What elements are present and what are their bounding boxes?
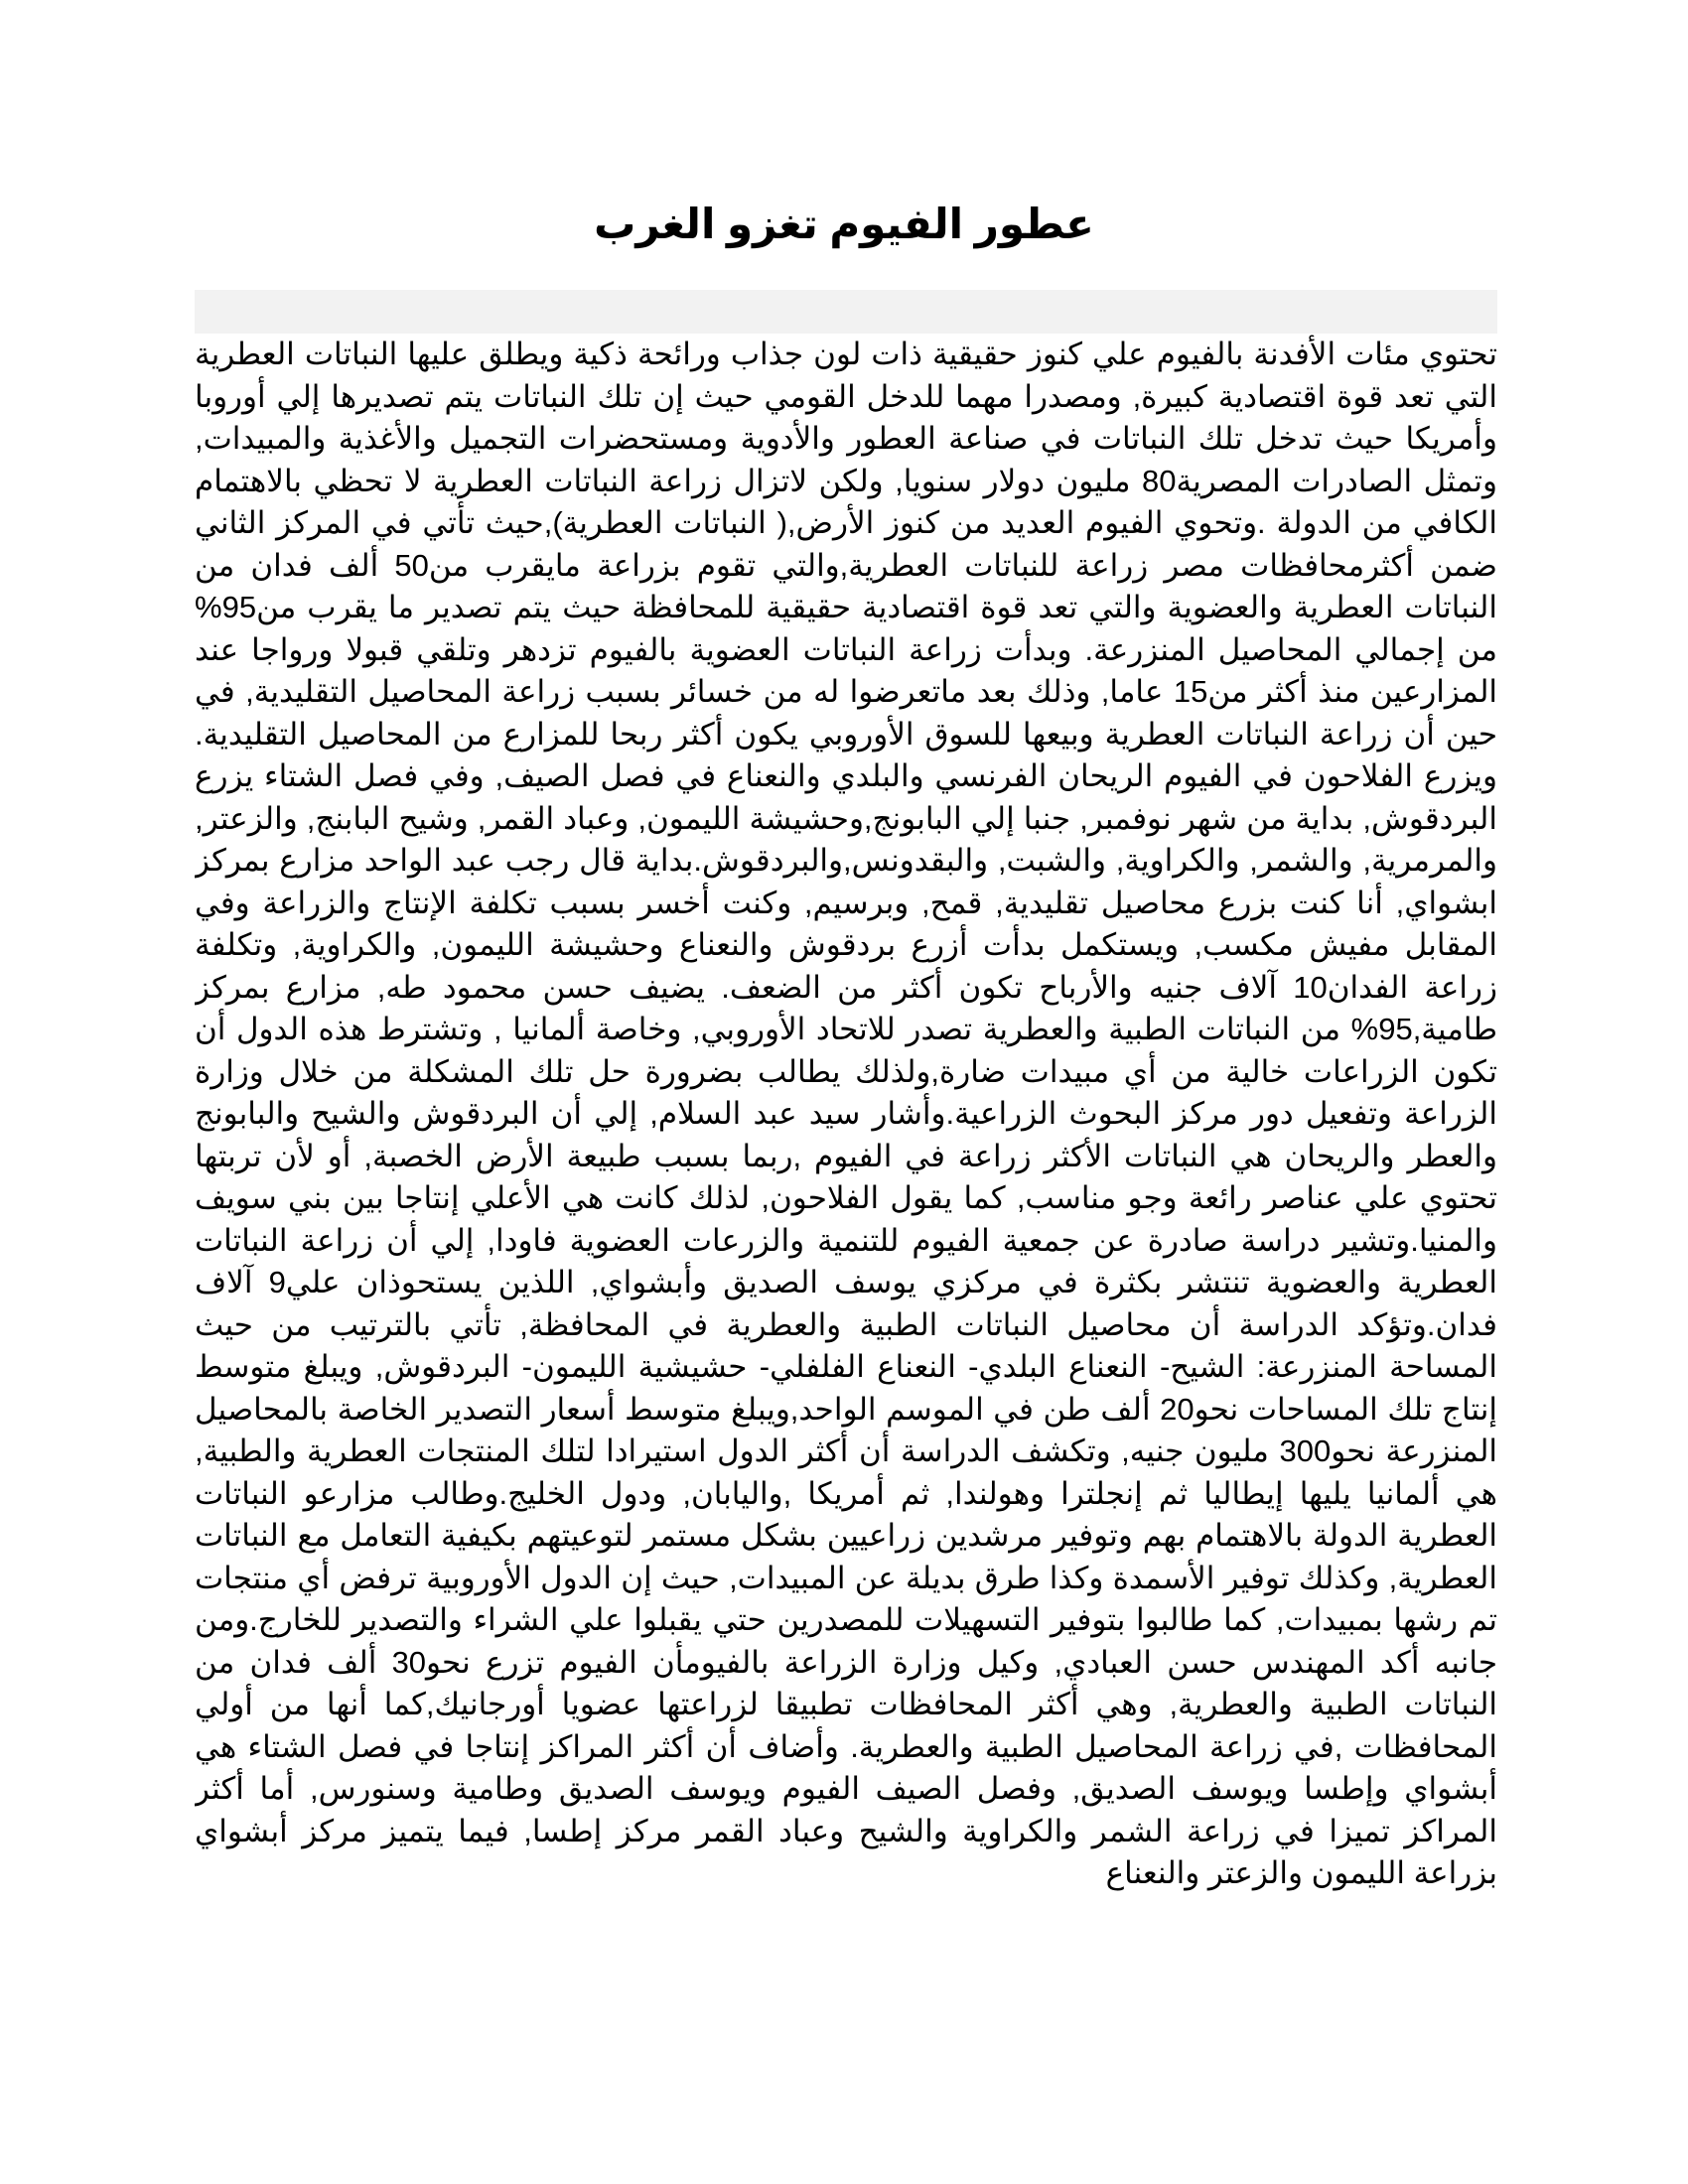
page-title: عطور الفيوم تغزو الغرب: [594, 201, 1094, 247]
title-separator-band: [195, 290, 1497, 334]
article-body: تحتوي مئات الأفدنة بالفيوم علي كنوز حقيقية ذات لون جذاب ورائحة ذكية ويطلق عليها النباتات العطرية التي تعد قوة اقتصادية كبيرة, ومصدرا مهما للدخل القومي حيث إن تلك النباتات يتم تصديرها إلي أوروبا وأمريكا حيث تدخل تلك النباتات في صناعة العطور والأدوية ومستحضرات التجميل والأغذية والمبيدات, وتمثل الصادرات المصرية80 مليون دولار سنويا, ولكن لاتزال زراعة النباتات العطرية لا تحظي بالاهتمام الكافي من الدولة .وتحوي الفيوم العديد من كنوز الأرض,( النباتات العطرية),حيث تأتي في المركز الثاني ضمن أكثرمحافظات مصر زراعة للنباتات العطرية,والتي تقوم بزراعة مايقرب من50 ألف فدان من النباتات العطرية والعضوية والتي تعد قوة اقتصادية حقيقية للمحافظة حيث يتم تصدير ما يقرب من95% من إجمالي المحاصيل المنزرعة. وبدأت زراعة النباتات العضوية بالفيوم تزدهر وتلقي قبولا ورواجا عند المزارعين منذ أكثر من15 عاما, وذلك بعد ماتعرضوا له من خسائر بسبب زراعة المحاصيل التقليدية, في حين أن زراعة النباتات العطرية وبيعها للسوق الأوروبي يكون أكثر ربحا للمزارع من المحاصيل التقليدية. ويزرع الفلاحون في الفيوم الريحان الفرنسي والبلدي والنعناع في فصل الصيف, وفي فصل الشتاء يزرع البردقوش, بداية من شهر نوفمبر, جنبا إلي البابونج,وحشيشة الليمون, وعباد القمر, وشيح البابنج, والزعتر, والمرمرية, والشمر, والكراوية, والشبت, والبقدونس,والبردقوش.بداية قال رجب عبد الواحد مزارع بمركز ابشواي, أنا كنت بزرع محاصيل تقليدية, قمح, وبرسيم, وكنت أخسر بسبب تكلفة الإنتاج والزراعة وفي المقابل مفيش مكسب, ويستكمل بدأت أزرع بردقوش والنعناع وحشيشة الليمون, والكراوية, وتكلفة زراعة الفدان10 آلاف جنيه والأرباح تكون أكثر من الضعف. يضيف حسن محمود طه, مزارع بمركز طامية,95% من النباتات الطبية والعطرية تصدر للاتحاد الأوروبي, وخاصة ألمانيا , وتشترط هذه الدول أن تكون الزراعات خالية من أي مبيدات ضارة,ولذلك يطالب بضرورة حل تلك المشكلة من خلال وزارة الزراعة وتفعيل دور مركز البحوث الزراعية.وأشار سيد عبد السلام, إلي أن البردقوش والشيح والبابونج والعطر والريحان هي النباتات الأكثر زراعة في الفيوم ,ربما بسبب طبيعة الأرض الخصبة, أو لأن تربتها تحتوي علي عناصر رائعة وجو مناسب, كما يقول الفلاحون, لذلك كانت هي الأعلي إنتاجا بين بني سويف والمنيا.وتشير دراسة صادرة عن جمعية الفيوم للتنمية والزرعات العضوية فاودا, إلي أن زراعة النباتات العطرية والعضوية تنتشر بكثرة في مركزي يوسف الصديق وأبشواي, اللذين يستحوذان علي9 آلاف فدان.وتؤكد الدراسة أن محاصيل النباتات الطبية والعطرية في المحافظة, تأتي بالترتيب من حيث المساحة المنزرعة: الشيح- النعناع البلدي- النعناع الفلفلي- حشيشية الليمون- البردقوش, ويبلغ متوسط إنتاج تلك المساحات نحو20 ألف طن في الموسم الواحد,ويبلغ متوسط أسعار التصدير الخاصة بالمحاصيل المنزرعة نحو300 مليون جنيه, وتكشف الدراسة أن أكثر الدول استيرادا لتلك المنتجات العطرية والطبية, هي ألمانيا يليها إيطاليا ثم إنجلترا وهولندا, ثم أمريكا ,واليابان, ودول الخليج.وطالب مزارعو النباتات العطرية الدولة بالاهتمام بهم وتوفير مرشدين زراعيين بشكل مستمر لتوعيتهم بكيفية التعامل مع النباتات العطرية, وكذلك توفير الأسمدة وكذا طرق بديلة عن المبيدات, حيث إن الدول الأوروبية ترفض أي منتجات تم رشها بمبيدات, كما طالبوا بتوفير التسهيلات للمصدرين حتي يقبلوا علي الشراء والتصدير للخارج.ومن جانبه أكد المهندس حسن العبادي, وكيل وزارة الزراعة بالفيومأن الفيوم تزرع نحو30 ألف فدان من النباتات الطبية والعطرية, وهي أكثر المحافظات تطبيقا لزراعتها عضويا أورجانيك,كما أنها من أولي المحافظات ,في زراعة المحاصيل الطبية والعطرية. وأضاف أن أكثر المراكز إنتاجا في فصل الشتاء هي أبشواي وإطسا ويوسف الصديق, وفصل الصيف الفيوم ويوسف الصديق وطامية وسنورس, أما أكثر المراكز تميزا في زراعة الشمر والكراوية والشيح وعباد القمر مركز إطسا, فيما يتميز مركز أبشواي بزراعة الليمون والزعتر والنعناع: [195, 337, 1497, 1890]
